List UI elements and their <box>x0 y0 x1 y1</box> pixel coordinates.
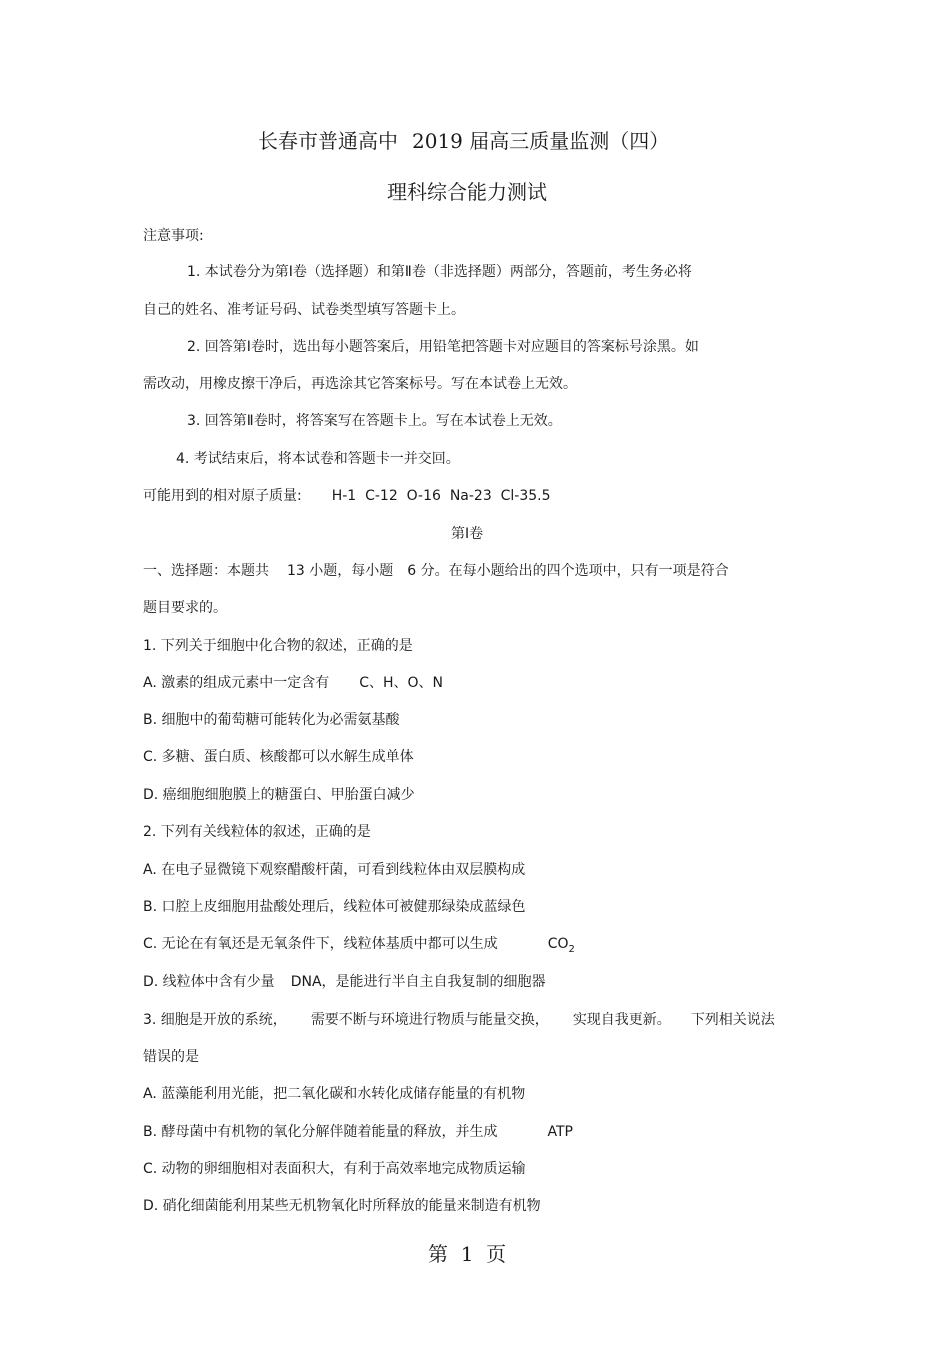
question-3-stem-part4: 下列相关说法 <box>690 1012 775 1028</box>
question-2-option-c-text: C. 无论在有氧还是无氧条件下，线粒体基质中都可以生成 <box>143 936 498 952</box>
question-3-option-d: D. 硝化细菌能利用某些无机物氧化时所释放的能量来制造有机物 <box>143 1198 541 1214</box>
atomic-mass-values: H-1 C-12 O-16 Na-23 Cl-35.5 <box>331 488 551 504</box>
question-1-option-d: D. 癌细胞细胞膜上的糖蛋白、甲胎蛋白减少 <box>143 787 415 803</box>
question-1-stem: 1. 下列关于细胞中化合物的叙述，正确的是 <box>143 638 413 654</box>
question-2-option-d-text: D. 线粒体中含有少量 <box>143 974 275 990</box>
question-1-option-a-text: A. 激素的组成元素中一定含有 <box>143 675 330 691</box>
question-2-option-d <box>143 972 546 992</box>
atomic-mass-line <box>143 486 551 506</box>
question-2-option-b: B. 口腔上皮细胞用盐酸处理后，线粒体可被健那绿染成蓝绿色 <box>143 899 526 915</box>
question-3-stem-part3: 实现自我更新。 <box>572 1012 671 1028</box>
section-intro-part2: 13 小题，每小题 <box>287 563 394 579</box>
question-2-option-c-formula: CO <box>547 936 569 952</box>
question-1-option-a <box>143 673 443 693</box>
question-3-stem-line1 <box>143 1010 775 1030</box>
notice-item-1-line2: 自己的姓名、准考证号码、试卷类型填写答题卡上。 <box>143 302 465 318</box>
page-number: 第 1 页 <box>428 1242 507 1266</box>
exam-title-grade: 2019 届高三质量监测（四） <box>412 129 670 153</box>
section-intro-line1 <box>143 561 729 581</box>
exam-subtitle: 理科综合能力测试 <box>387 180 547 204</box>
question-2-option-d-term: DNA <box>290 974 322 990</box>
section-intro-part3: 6 分。在每小题给出的四个选项中，只有一项是符合 <box>407 563 729 579</box>
question-2-stem: 2. 下列有关线粒体的叙述，正确的是 <box>143 824 371 840</box>
question-1-option-c: C. 多糖、蛋白质、核酸都可以水解生成单体 <box>143 749 414 765</box>
section-intro-part1: 一、选择题：本题共 <box>143 563 269 579</box>
notice-heading: 注意事项: <box>143 228 204 244</box>
question-2-option-c <box>143 934 575 960</box>
notice-item-1-line1: 1. 本试卷分为第Ⅰ卷（选择题）和第Ⅱ卷（非选择题）两部分，答题前，考生务必将 <box>187 264 692 280</box>
question-3-option-b-term: ATP <box>547 1124 573 1140</box>
question-3-option-b <box>143 1122 573 1142</box>
question-3-option-a: A. 蓝藻能利用光能，把二氧化碳和水转化成储存能量的有机物 <box>143 1086 526 1102</box>
question-3-option-b-text: B. 酵母菌中有机物的氧化分解伴随着能量的释放，并生成 <box>143 1124 498 1140</box>
notice-item-2-line2: 需改动，用橡皮擦干净后，再选涂其它答案标号。写在本试卷上无效。 <box>143 376 577 392</box>
section-intro-line2: 题目要求的。 <box>143 600 227 616</box>
notice-item-3: 3. 回答第Ⅱ卷时，将答案写在答题卡上。写在本试卷上无效。 <box>187 413 562 429</box>
question-2-option-c-subscript: 2 <box>568 943 575 955</box>
question-3-stem-part2: 需要不断与环境进行物质与能量交换， <box>310 1012 549 1028</box>
question-3-stem-line2: 错误的是 <box>143 1049 199 1065</box>
notice-item-2-line1: 2. 回答第Ⅰ卷时，选出每小题答案后，用铅笔把答题卡对应题目的答案标号涂黑。如 <box>187 339 699 355</box>
question-2-option-a: A. 在电子显微镜下观察醋酸杆菌，可看到线粒体由双层膜构成 <box>143 862 526 878</box>
notice-item-4: 4. 考试结束后，将本试卷和答题卡一并交回。 <box>176 451 460 467</box>
question-1-option-b: B. 细胞中的葡萄糖可能转化为必需氨基酸 <box>143 712 400 728</box>
question-3-stem-part1: 3. 细胞是开放的系统， <box>143 1012 287 1028</box>
section-heading: 第Ⅰ卷 <box>451 526 484 542</box>
question-1-option-a-elements: C、H、O、N <box>359 675 444 691</box>
question-2-option-d-rest: ，是能进行半自主自我复制的细胞器 <box>321 974 546 990</box>
atomic-mass-label: 可能用到的相对原子质量: <box>143 488 302 504</box>
exam-title-city: 长春市普通高中 <box>258 129 398 153</box>
question-3-option-c: C. 动物的卵细胞相对表面积大，有利于高效率地完成物质运输 <box>143 1161 526 1177</box>
exam-title-line1 <box>258 127 669 155</box>
